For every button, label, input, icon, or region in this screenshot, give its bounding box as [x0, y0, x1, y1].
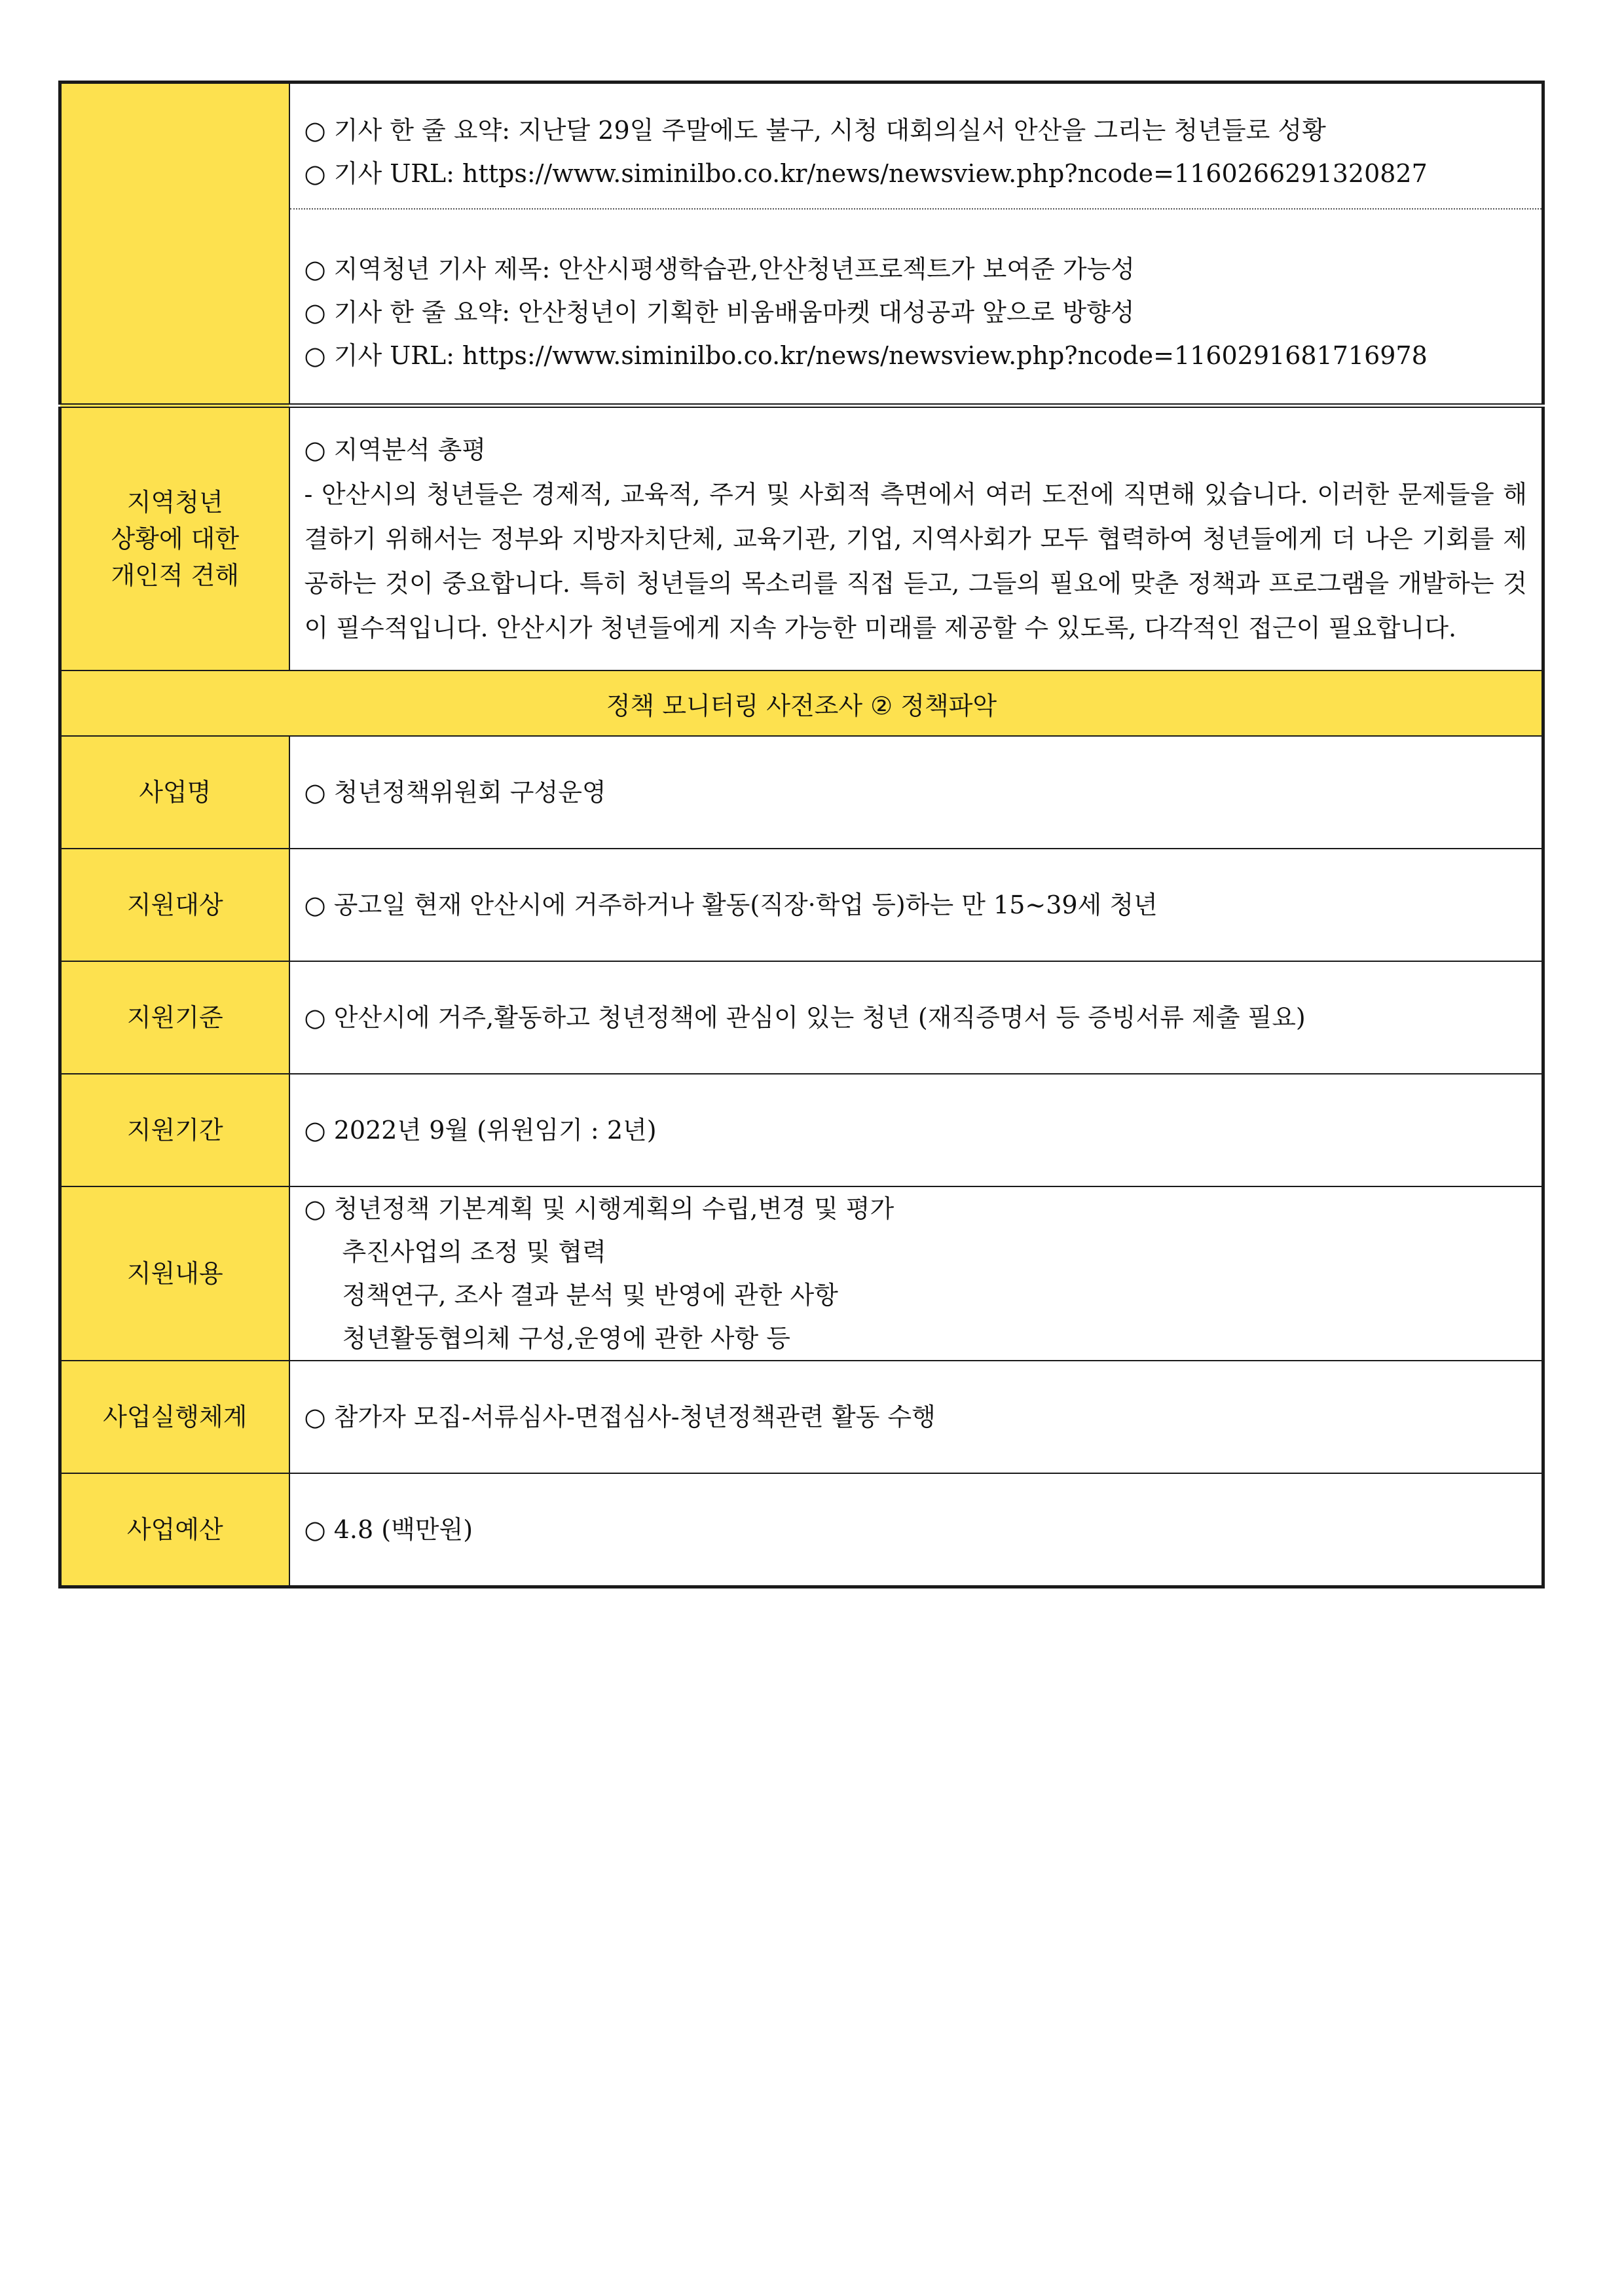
article-block-2 — [304, 210, 1528, 403]
opinion-body: - 안산시의 청년들은 경제적, 교육적, 주거 및 사회적 측면에서 여러 도전에 직면해 있습니다. 이러한 문제들을 해결하기 위해서는 정부와 지방자치단체, 교육기관, 기업, 지역사회가 모두 협력하여 청년들에게 더 나은 기회를 제공하는 것이 중요합니다. 특히 청년들의 목소리를 직접 듣고, 그들의 필요에 맞춘 정책과 프로그램을 개발하는 것이 필수적입니다. 안산시가 청년들에게 지속 가능한 미래를 제공할 수 있도록, 다각적인 접근이 필요합니다. — [304, 480, 1527, 642]
system-label: 사업실행체계 — [60, 1361, 289, 1473]
content-value — [289, 1186, 1543, 1361]
criteria-row — [60, 961, 1543, 1074]
period-row — [60, 1074, 1543, 1186]
document-sheet — [58, 81, 1545, 1588]
article-cell — [289, 83, 1543, 406]
business-name-row — [60, 736, 1543, 849]
article-block-1 — [304, 84, 1528, 208]
article-label-cell — [60, 83, 289, 406]
policy-table — [58, 81, 1545, 1588]
period-label: 지원기간 — [60, 1074, 289, 1186]
business-name-label: 사업명 — [60, 736, 289, 849]
article-summary-1: ○ 기사 한 줄 요약: 지난달 29일 주말에도 불구, 시청 대회의실서 안산을 그리는 청년들로 성황 — [304, 116, 1326, 145]
content-line-4: 청년활동협의체 구성,운영에 관한 사항 등 — [342, 1324, 790, 1353]
budget-label: 사업예산 — [60, 1473, 289, 1587]
content-line-2: 추진사업의 조정 및 협력 — [342, 1238, 606, 1266]
target-row — [60, 849, 1543, 961]
article-title-2: ○ 지역청년 기사 제목: 안산시평생학습관,안산청년프로젝트가 보여준 가능성 — [304, 255, 1135, 284]
criteria-label: 지원기준 — [60, 961, 289, 1074]
target-label: 지원대상 — [60, 849, 289, 961]
section-header-row — [60, 670, 1543, 736]
article-url-2: ○ 기사 URL: https://www.siminilbo.co.kr/news/newsview.php?ncode=1160291681716978 — [304, 341, 1428, 370]
content-row — [60, 1186, 1543, 1361]
period-value: ○ 2022년 9월 (위원임기 : 2년) — [289, 1074, 1543, 1186]
opinion-cell — [289, 406, 1543, 671]
opinion-row — [60, 406, 1543, 671]
content-line-1: ○ 청년정책 기본계획 및 시행계획의 수립,변경 및 평가 — [304, 1194, 895, 1223]
business-name-value: ○ 청년정책위원회 구성운영 — [289, 736, 1543, 849]
system-value: ○ 참가자 모집-서류심사-면접심사-청년정책관련 활동 수행 — [289, 1361, 1543, 1473]
opinion-heading: ○ 지역분석 총평 — [304, 435, 487, 464]
criteria-value: ○ 안산시에 거주,활동하고 청년정책에 관심이 있는 청년 (재직증명서 등 증빙서류 제출 필요) — [289, 961, 1543, 1074]
target-value: ○ 공고일 현재 안산시에 거주하거나 활동(직장·학업 등)하는 만 15~39세 청년 — [289, 849, 1543, 961]
article-summary-2: ○ 기사 한 줄 요약: 안산청년이 기획한 비움배움마켓 대성공과 앞으로 방향성 — [304, 298, 1135, 327]
opinion-label: 지역청년 상황에 대한 개인적 견해 — [60, 406, 289, 671]
section-title: 정책 모니터링 사전조사 ② 정책파악 — [60, 670, 1543, 736]
system-row — [60, 1361, 1543, 1473]
article-url-1: ○ 기사 URL: https://www.siminilbo.co.kr/news/newsview.php?ncode=1160266291320827 — [304, 159, 1428, 188]
budget-row — [60, 1473, 1543, 1587]
article-row — [60, 83, 1543, 406]
budget-value: ○ 4.8 (백만원) — [289, 1473, 1543, 1587]
content-line-3: 정책연구, 조사 결과 분석 및 반영에 관한 사항 — [342, 1281, 838, 1310]
content-label: 지원내용 — [60, 1186, 289, 1361]
